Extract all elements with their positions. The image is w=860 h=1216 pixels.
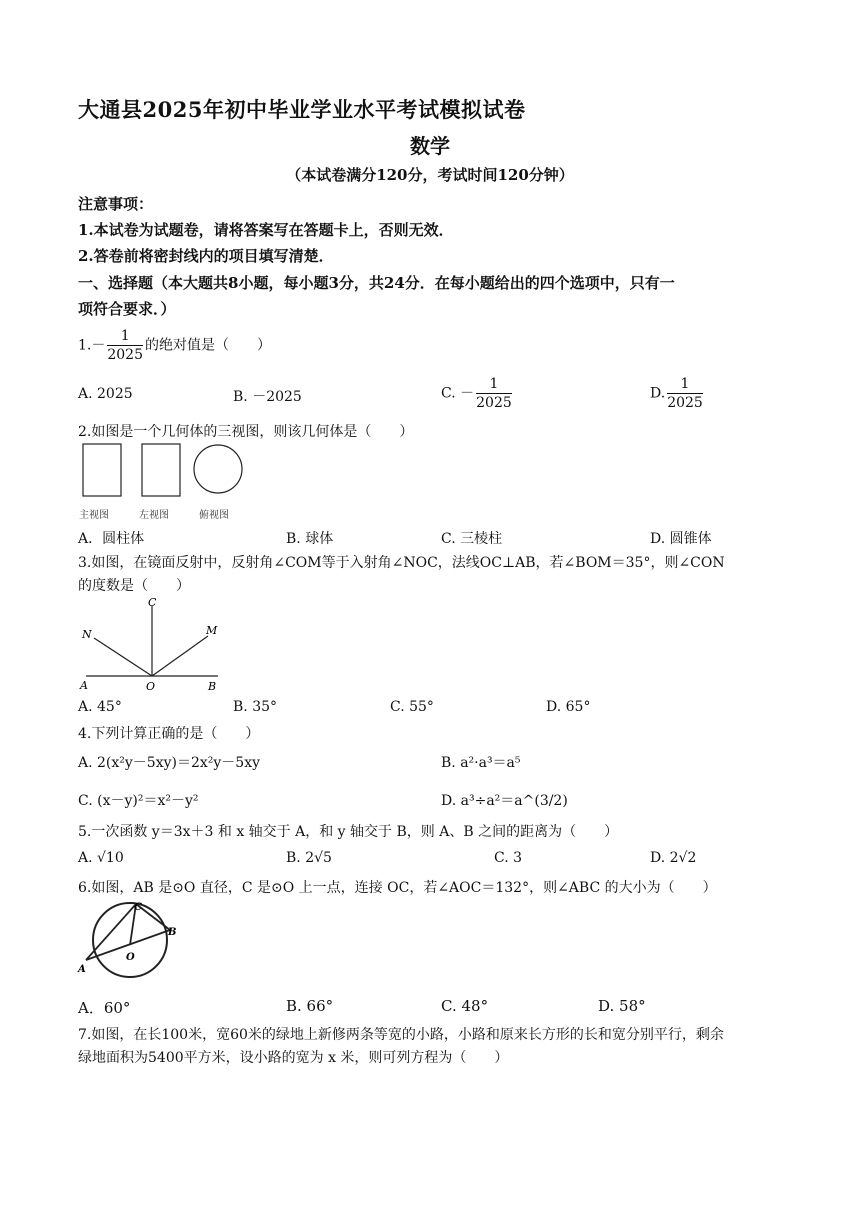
mirror-reflection-figure bbox=[78, 596, 228, 694]
q1-option-a: A. 2025 bbox=[78, 386, 133, 402]
q1-d-den: 2025 bbox=[667, 395, 703, 411]
q6-option-b: B. 66° bbox=[286, 997, 334, 1015]
q1-c-num: 1 bbox=[476, 375, 512, 394]
instruction-item: 1.本试卷为试题卷，请将答案写在答题卡上，否则无效． bbox=[78, 221, 454, 239]
label-m: M bbox=[206, 624, 218, 637]
label-b: B bbox=[208, 680, 217, 693]
label-c: C bbox=[148, 596, 157, 609]
q4-option-a: A. 2(x²y－5xy)＝2x²y－5xy bbox=[78, 755, 261, 771]
q6-stem: 6.如图，AB 是⊙O 直径，C 是⊙O 上一点，连接 OC，若∠AOC＝132°，则∠ABC 的大小为（ ） bbox=[78, 880, 717, 896]
q4-option-c: C. (x－y)²＝x²－y² bbox=[78, 793, 199, 809]
view-label: 俯视图 bbox=[199, 510, 229, 521]
q4-option-b: B. a²·a³＝a⁵ bbox=[441, 755, 521, 771]
q1-option-d bbox=[650, 375, 705, 412]
q1-option-c bbox=[441, 375, 514, 412]
q6-option-c: C. 48° bbox=[441, 997, 489, 1015]
label-c: C bbox=[134, 902, 142, 913]
front-view-rect bbox=[83, 444, 121, 496]
label-a: A bbox=[80, 679, 88, 692]
q2-option-c: C. 三棱柱 bbox=[441, 531, 503, 547]
q3-option-c: C. 55° bbox=[390, 699, 434, 715]
ray-on bbox=[94, 638, 152, 676]
ray-om bbox=[152, 636, 208, 676]
q4-option-d: D. a³÷a²＝a^(3/2) bbox=[441, 793, 568, 809]
q4-stem: 4.下列计算正确的是（ ） bbox=[78, 726, 260, 742]
q1-suffix: 的绝对值是（ ） bbox=[145, 337, 271, 354]
q1-c-label: C. － bbox=[441, 385, 475, 402]
q3-option-b: B. 35° bbox=[233, 699, 278, 715]
view-label: 左视图 bbox=[139, 510, 169, 521]
top-view-circle bbox=[194, 445, 242, 493]
label-o: O bbox=[126, 952, 135, 963]
q5-option-c: C. 3 bbox=[494, 850, 523, 866]
q1-d-label: D. bbox=[650, 385, 666, 402]
label-n: N bbox=[82, 628, 92, 641]
q1-fraction bbox=[107, 327, 143, 364]
exam-note: （本试卷满分120分，考试时间120分钟） bbox=[286, 166, 574, 184]
side-view-rect bbox=[142, 444, 180, 496]
instructions-heading: 注意事项： bbox=[78, 195, 154, 213]
q5-stem: 5.一次函数 y＝3x＋3 和 x 轴交于 A，和 y 轴交于 B，则 A、B 之间的距离为（ ） bbox=[78, 824, 619, 840]
q2-option-a: A．圆柱体 bbox=[78, 531, 145, 547]
q1-den: 2025 bbox=[107, 347, 143, 363]
q3-option-a: A. 45° bbox=[78, 699, 122, 715]
q1-num: 1 bbox=[107, 327, 143, 346]
q1-stem bbox=[78, 327, 271, 364]
q7-stem-cont: 绿地面积为5400平方米，设小路的宽为 x 米，则可列方程为（ ） bbox=[78, 1050, 509, 1066]
q2-stem: 2.如图是一个几何体的三视图，则该几何体是（ ） bbox=[78, 424, 414, 440]
q2-option-b: B. 球体 bbox=[286, 531, 334, 547]
exam-title: 大通县2025年初中毕业学业水平考试模拟试卷 bbox=[78, 97, 526, 122]
q6-option-a: A．60° bbox=[78, 999, 131, 1017]
q1-c-den: 2025 bbox=[476, 395, 512, 411]
q1-prefix: 1.－ bbox=[78, 337, 106, 354]
q7-stem: 7.如图，在长100米，宽60米的绿地上新修两条等宽的小路，小路和原来长方形的长和宽分别平行，剩余 bbox=[78, 1027, 724, 1043]
q3-stem: 3.如图，在镜面反射中，反射角∠COM等于入射角∠NOC，法线OC⊥AB，若∠BOM＝35°，则∠CON bbox=[78, 555, 725, 571]
view-label: 主视图 bbox=[79, 510, 109, 521]
q5-option-d: D. 2√2 bbox=[650, 850, 697, 866]
section-heading: 一、选择题（本大题共8小题，每小题3分，共24分．在每小题给出的四个选项中，只有一 bbox=[78, 274, 675, 292]
label-a: A bbox=[78, 964, 86, 975]
q1-d-num: 1 bbox=[667, 375, 703, 394]
subject-title: 数学 bbox=[410, 134, 450, 158]
q3-stem-cont: 的度数是（ ） bbox=[78, 578, 190, 594]
q6-option-d: D. 58° bbox=[598, 997, 646, 1015]
section-heading-cont: 项符合要求．） bbox=[78, 300, 176, 318]
q5-option-b: B. 2√5 bbox=[286, 850, 332, 866]
q5-option-a: A. √10 bbox=[78, 850, 124, 866]
q1-option-b: B. －2025 bbox=[233, 389, 302, 405]
label-o: O bbox=[146, 680, 156, 693]
three-views-figure bbox=[78, 440, 248, 500]
instruction-item: 2.答卷前将密封线内的项目填写清楚． bbox=[78, 247, 334, 265]
circle-figure bbox=[78, 900, 188, 980]
q2-option-d: D. 圆锥体 bbox=[650, 531, 712, 547]
label-b: B bbox=[168, 927, 177, 938]
q3-option-d: D. 65° bbox=[546, 699, 591, 715]
